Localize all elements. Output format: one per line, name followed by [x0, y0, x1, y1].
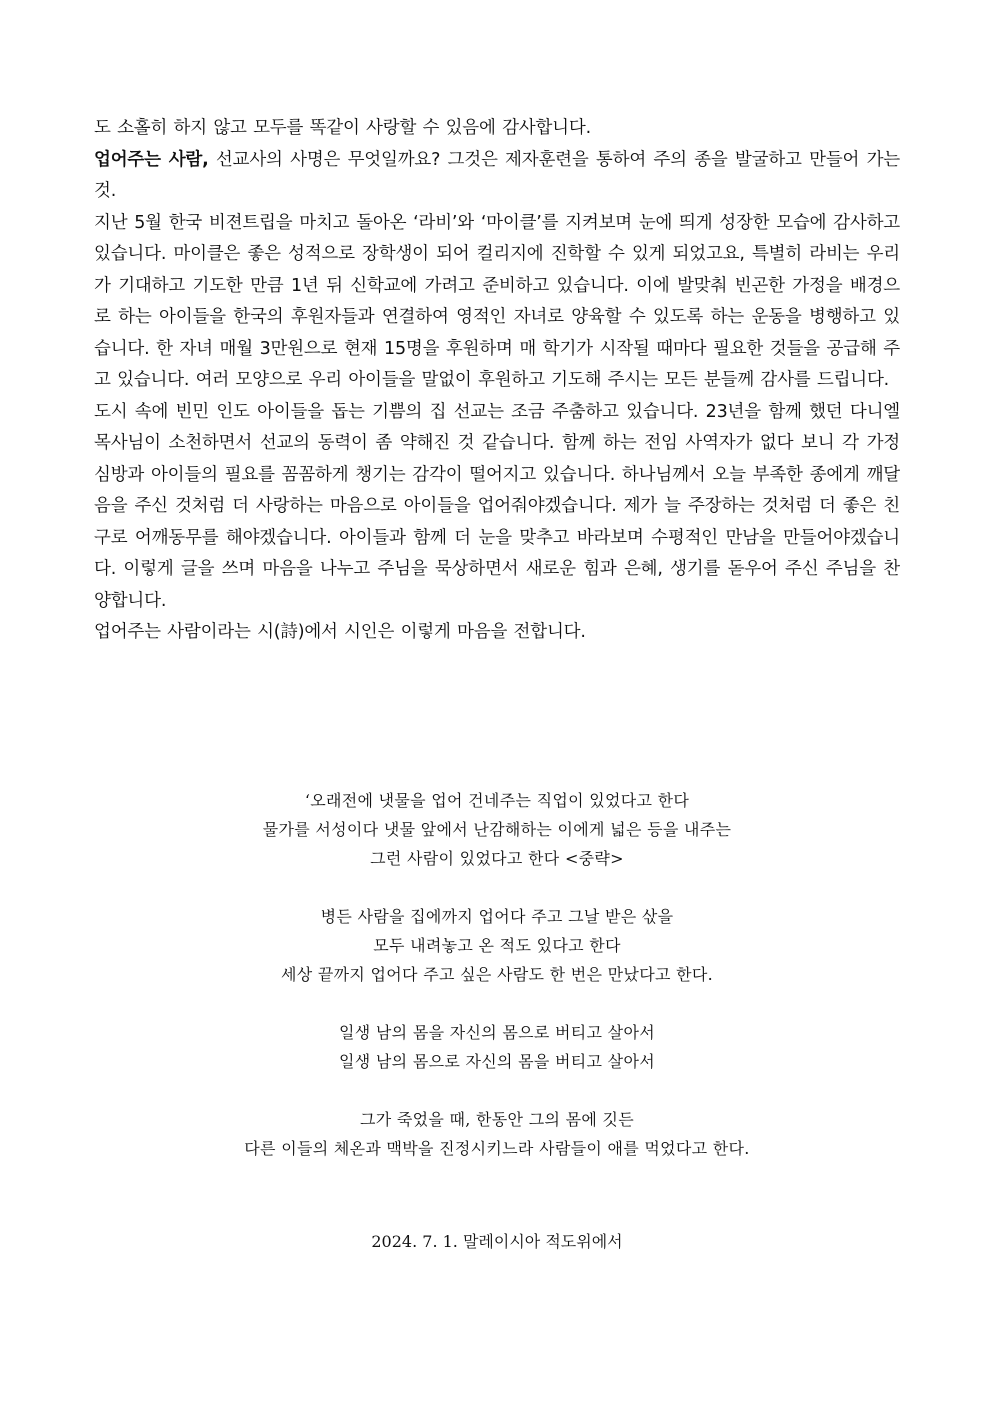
paragraph-text: 도시 속에 빈민 인도 아이들을 돕는 기쁨의 집 선교는 조금 주춤하고 있습니다. 23년을 함께 했던 다니엘 목사님이 소천하면서 선교의 동력이 좀 약해진 것 같습니다. 함께 하는 전임 사역자가 없다 보니 각 가정 심방과 아이들의 필요를 꼼꼼하게 챙기는 감각이 떨어지고 있습니다. 하나님께서 오늘 부족한 종에게 깨달음을 주신 것처럼 더 사랑하는 마음으로 아이들을 업어줘야겠습니다. 제가 늘 주장하는 것처럼 더 좋은 친구로 어깨동무를 해야겠습니다. 아이들과 함께 더 눈을 맞추고 바라보며 수평적인 만남을 만들어야겠습니다. 이렇게 글을 쓰며 마음을 나누고 주님을 묵상하면서 새로운 힘과 은혜, 생기를 돋우어 주신 주님을 찬양합니다.	[94, 401, 900, 611]
paragraph-house-of-joy	[94, 397, 900, 618]
poem-stanza	[94, 902, 900, 989]
poem-stanza	[94, 786, 900, 873]
poem-line: 세상 끝까지 업어다 주고 싶은 사람도 한 번은 만났다고 한다.	[280, 965, 713, 984]
paragraph-text: 도 소홀히 하지 않고 모두를 똑같이 사랑할 수 있음에 감사합니다.	[94, 118, 591, 138]
poem-line: 일생 남의 몸으로 자신의 몸을 버티고 살아서	[339, 1052, 655, 1071]
body-text	[94, 113, 900, 649]
paragraph-poem-intro	[94, 617, 900, 649]
paragraph-continuation	[94, 113, 900, 145]
paragraph-carrying-people	[94, 145, 900, 208]
poem-line: 모두 내려놓고 온 적도 있다고 한다	[373, 936, 621, 955]
poem-line: 병든 사람을 집에까지 업어다 주고 그날 받은 삯을	[320, 907, 674, 926]
poem-stanza	[94, 1018, 900, 1076]
poem-line: ‘오래전에 냇물을 업어 건네주는 직업이 있었다고 한다	[304, 791, 690, 810]
date-signature-line: 2024. 7. 1. 말레이시아 적도위에서	[371, 1232, 623, 1251]
paragraph-text: 지난 5월 한국 비젼트립을 마치고 돌아온 ‘라비’와 ‘마이클’를 지켜보며 눈에 띄게 성장한 모습에 감사하고 있습니다. 마이클은 좋은 성적으로 장학생이 되어 컬리지에 진학할 수 있게 되었고요, 특별히 라비는 우리가 기대하고 기도한 만큼 1년 뒤 신학교에 가려고 준비하고 있습니다. 이에 발맞춰 빈곤한 가정을 배경으로 하는 아이들을 한국의 후원자들과 연결하여 영적인 자녀로 양육할 수 있도록 하는 운동을 병행하고 있습니다. 한 자녀 매월 3만원으로 현재 15명을 후원하며 매 학기가 시작될 때마다 필요한 것들을 공급해 주고 있습니다. 여러 모양으로 우리 아이들을 말없이 후원하고 기도해 주시는 모든 분들께 감사를 드립니다.	[94, 212, 900, 390]
poem	[94, 786, 900, 1192]
poem-line: 그가 죽었을 때, 한동안 그의 몸에 깃든	[359, 1110, 635, 1129]
poem-line: 그런 사람이 있었다고 한다 <중략>	[370, 849, 624, 868]
paragraph-bold-lead: 업어주는 사람,	[94, 149, 209, 170]
poem-stanza	[94, 1105, 900, 1163]
poem-line: 일생 남의 몸을 자신의 몸으로 버티고 살아서	[339, 1023, 655, 1042]
paragraph-vision-trip	[94, 208, 900, 397]
paragraph-text: 선교사의 사명은 무엇일까요? 그것은 제자훈련을 통하여 주의 종을 발굴하고 만들어 가는 것.	[94, 149, 900, 201]
paragraph-text: 업어주는 사람이라는 시(詩)에서 시인은 이렇게 마음을 전합니다.	[94, 622, 586, 642]
poem-line: 물가를 서성이다 냇물 앞에서 난감해하는 이에게 넓은 등을 내주는	[262, 820, 732, 839]
poem-line: 다른 이들의 체온과 맥박을 진정시키느라 사람들이 애를 먹었다고 한다.	[244, 1139, 750, 1158]
